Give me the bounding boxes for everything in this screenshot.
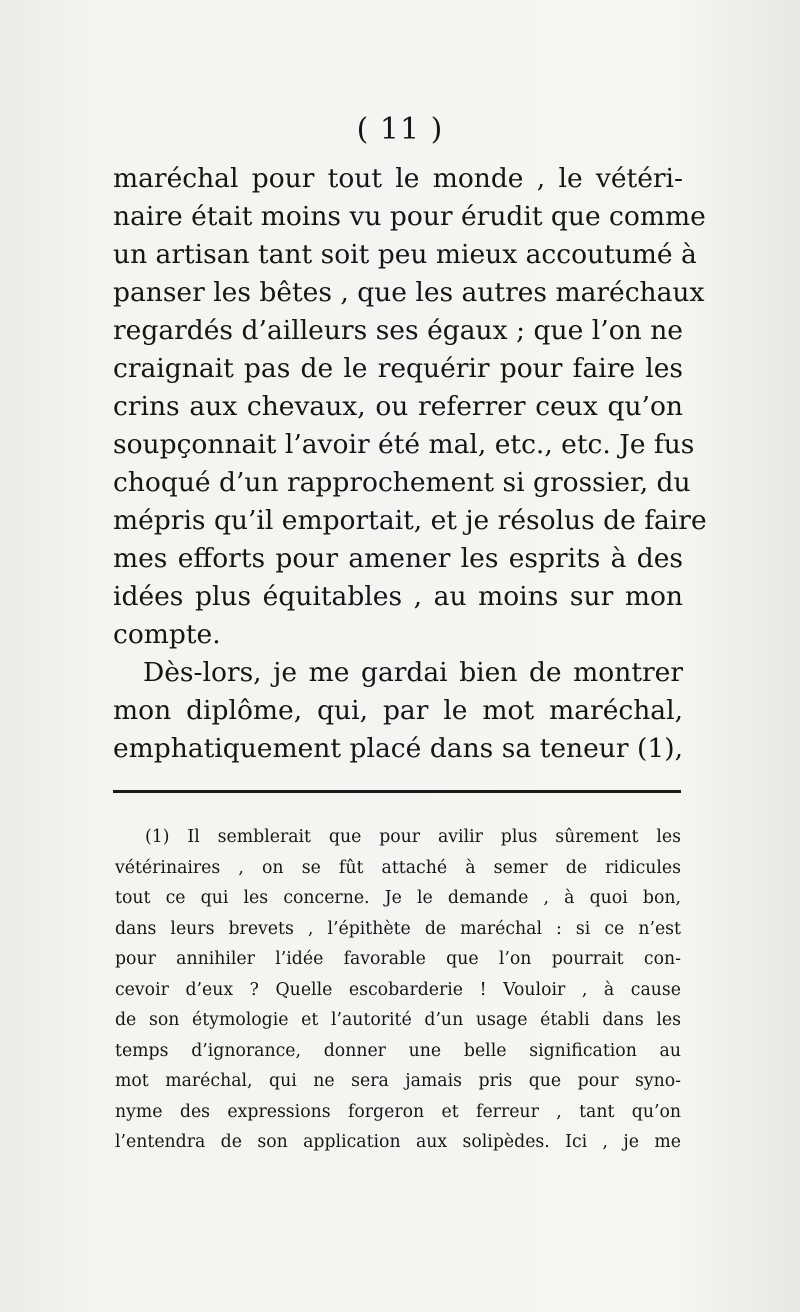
text-line: naire était moins vu pour érudit que comme bbox=[113, 201, 706, 232]
text-line: compte. bbox=[113, 619, 221, 650]
text-line: panser les bêtes , que les autres maréchaux bbox=[113, 277, 705, 308]
text-line: maréchal pour tout le monde , le vétéri- bbox=[113, 163, 683, 194]
footnote-line: vétérinaires , on se fût attaché à semer de ridicules bbox=[115, 857, 681, 878]
footnote-line: temps d’ignorance, donner une belle signification au bbox=[115, 1040, 681, 1061]
text-line: craignait pas de le requérir pour faire les bbox=[113, 353, 683, 384]
footnote-line: de son étymologie et l’autorité d’un usage établi dans les bbox=[115, 1010, 681, 1030]
text-line: mépris qu’il emportait, et je résolus de faire bbox=[113, 505, 707, 536]
text-line: soupçonnait l’avoir été mal, etc., etc. Je fus bbox=[113, 429, 695, 460]
text-line: emphatiquement placé dans sa teneur (1), bbox=[113, 733, 683, 764]
footnote-line: (1) Il semblerait que pour avilir plus sûrement les bbox=[145, 827, 681, 847]
footnote bbox=[115, 822, 681, 1158]
text-line: un artisan tant soit peu mieux accoutumé à bbox=[113, 239, 697, 270]
text-line: mon diplôme, qui, par le mot maréchal, bbox=[113, 695, 683, 726]
main-text bbox=[113, 160, 707, 768]
text-line: regardés d’ailleurs ses égaux ; que l’on ne bbox=[113, 315, 683, 346]
text-line: mes efforts pour amener les esprits à des bbox=[113, 543, 683, 574]
text-line: Dès-lors, je me gardai bien de montrer bbox=[143, 657, 683, 688]
footnote-line: mot maréchal, qui ne sera jamais pris que pour syno- bbox=[115, 1071, 681, 1091]
footnote-line: l’entendra de son application aux solipèdes. Ici , je me bbox=[115, 1132, 681, 1152]
footnote-line: cevoir d’eux ? Quelle escobarderie ! Vouloir , à cause bbox=[115, 979, 681, 1000]
footnote-line: pour annihiler l’idée favorable que l’on pourrait con- bbox=[115, 949, 681, 969]
footnote-line: dans leurs brevets , l’épithète de maréchal : si ce n’est bbox=[115, 918, 681, 939]
page-number: ( 11 ) bbox=[356, 112, 444, 147]
footnote-divider bbox=[113, 790, 681, 793]
text-line: idées plus équitables , au moins sur mon bbox=[113, 581, 683, 612]
footnote-line: nyme des expressions forgeron et ferreur , tant qu’on bbox=[115, 1101, 681, 1122]
text-line: choqué d’un rapprochement si grossier, du bbox=[113, 467, 691, 498]
text-line: crins aux chevaux, ou referrer ceux qu’on bbox=[113, 391, 683, 422]
footnote-line: tout ce qui les concerne. Je le demande , à quoi bon, bbox=[115, 888, 681, 908]
